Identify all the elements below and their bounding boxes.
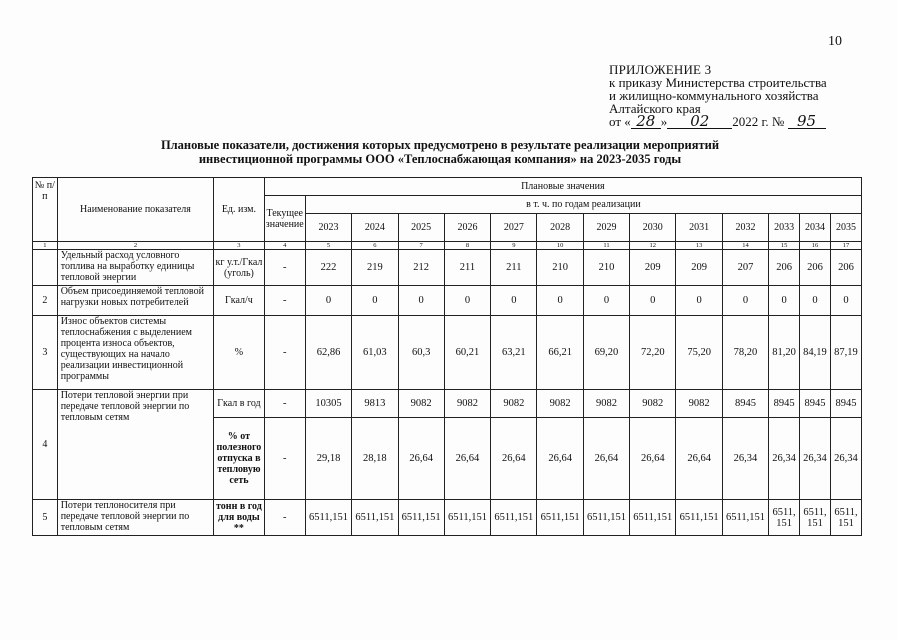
value-cell: 26,34 [722,418,768,500]
value-cell: 9082 [444,390,490,418]
value-cell: 66,21 [537,316,583,390]
value-cell: 61,03 [352,316,398,390]
value-cell: 0 [305,286,351,316]
column-number: 9 [491,242,537,250]
current-value-cell: - [264,390,305,418]
indicator-name: Удельный расход условного топлива на выработку единицы тепловой энергии [57,250,214,286]
value-cell: 9082 [583,390,629,418]
header-year: 2024 [352,214,398,242]
header-year: 2033 [769,214,800,242]
header-year: 2027 [491,214,537,242]
value-cell: 210 [583,250,629,286]
value-cell: 26,64 [676,418,722,500]
date-sep: » [660,114,668,129]
indicator-name: Объем присоединяемой тепловой нагрузки новых потребителей [57,286,214,316]
value-cell: 78,20 [722,316,768,390]
header-year: 2030 [630,214,676,242]
value-cell: 26,64 [630,418,676,500]
column-number: 16 [800,242,831,250]
current-value-cell: - [264,316,305,390]
column-number: 10 [537,242,583,250]
header-year: 2032 [722,214,768,242]
row-number: 5 [33,500,58,536]
value-cell: 0 [676,286,722,316]
header-year: 2028 [537,214,583,242]
table-row [33,250,862,286]
header-year: 2035 [830,214,861,242]
value-cell: 212 [398,250,444,286]
value-cell: 206 [769,250,800,286]
unit-cell: кг у.т./Гкал (уголь) [214,250,264,286]
value-cell: 6511,151 [676,500,722,536]
value-cell: 29,18 [305,418,351,500]
value-cell: 63,21 [491,316,537,390]
value-cell: 0 [491,286,537,316]
column-number: 13 [676,242,722,250]
value-cell: 0 [630,286,676,316]
value-cell: 0 [583,286,629,316]
header-year: 2034 [800,214,831,242]
column-number: 2 [57,242,214,250]
value-cell: 26,64 [537,418,583,500]
header-year: 2023 [305,214,351,242]
appendix-date-line [609,112,827,130]
unit-cell: % от полезного отпуска в тепловую сеть [214,418,264,500]
date-day: 28 [631,115,661,129]
appendix-line-2: к приказу Министерства строительства [609,75,827,90]
header-year: 2026 [444,214,490,242]
value-cell: 0 [398,286,444,316]
document-title [115,139,765,166]
value-cell: 75,20 [676,316,722,390]
column-number: 3 [214,242,264,250]
value-cell: 6511,151 [583,500,629,536]
value-cell: 206 [830,250,861,286]
header-num: № п/п [33,178,58,242]
column-number: 5 [305,242,351,250]
header-year: 2031 [676,214,722,242]
value-cell: 6511,151 [398,500,444,536]
column-number: 1 [33,242,58,250]
current-value-cell: - [264,418,305,500]
table-row [33,390,862,418]
table-row [33,286,862,316]
value-cell: 0 [537,286,583,316]
appendix-title: ПРИЛОЖЕНИЕ 3 [609,62,712,77]
value-cell: 9082 [630,390,676,418]
page-number: 10 [828,34,842,49]
unit-cell: тонн в год для воды ** [214,500,264,536]
value-cell: 8945 [800,390,831,418]
header-year: 2025 [398,214,444,242]
date-year: 2022 г. № [732,114,785,129]
value-cell: 87,19 [830,316,861,390]
value-cell: 206 [800,250,831,286]
table-row [33,316,862,390]
value-cell: 0 [800,286,831,316]
column-number: 4 [264,242,305,250]
column-number: 14 [722,242,768,250]
value-cell: 6511,151 [352,500,398,536]
title-line-1: Плановые показатели, достижения которых предусмотрено в результате реализации мероприятий [160,138,720,152]
value-cell: 222 [305,250,351,286]
value-cell: 9813 [352,390,398,418]
value-cell: 211 [444,250,490,286]
value-cell: 6511, 151 [769,500,800,536]
header-current: Текущее значение [264,196,305,242]
value-cell: 8945 [722,390,768,418]
value-cell: 60,21 [444,316,490,390]
unit-cell: Гкал/ч [214,286,264,316]
current-value-cell: - [264,500,305,536]
column-number: 6 [352,242,398,250]
table-row [33,500,862,536]
value-cell: 0 [352,286,398,316]
value-cell: 28,18 [352,418,398,500]
value-cell: 6511, 151 [800,500,831,536]
value-cell: 0 [722,286,768,316]
value-cell: 9082 [398,390,444,418]
value-cell: 9082 [676,390,722,418]
row-number: 2 [33,286,58,316]
current-value-cell: - [264,250,305,286]
indicator-name: Потери теплоносителя при передаче тепловой энергии по тепловым сетям [57,500,214,536]
value-cell: 62,86 [305,316,351,390]
appendix-line-4: Алтайского края [609,101,701,116]
appendix-line-3: и жилищно-коммунального хозяйства [609,88,819,103]
indicator-name: Износ объектов системы теплоснабжения с выделением процента износа объектов, существующих на начало реализации инвестиционной программы [57,316,214,390]
value-cell: 8945 [769,390,800,418]
column-number: 8 [444,242,490,250]
value-cell: 6511,151 [722,500,768,536]
column-number: 15 [769,242,800,250]
value-cell: 0 [444,286,490,316]
value-cell: 209 [630,250,676,286]
value-cell: 60,3 [398,316,444,390]
value-cell: 81,20 [769,316,800,390]
value-cell: 209 [676,250,722,286]
unit-cell: % [214,316,264,390]
value-cell: 6511,151 [630,500,676,536]
column-number: 7 [398,242,444,250]
row-number: 4 [33,390,58,500]
column-number: 17 [830,242,861,250]
value-cell: 9082 [491,390,537,418]
current-value-cell: - [264,286,305,316]
value-cell: 207 [722,250,768,286]
header-name: Наименование показателя [57,178,214,242]
value-cell: 26,64 [398,418,444,500]
value-cell: 219 [352,250,398,286]
header-year: 2029 [583,214,629,242]
value-cell: 26,64 [583,418,629,500]
value-cell: 84,19 [800,316,831,390]
header-planned: Плановые значения [264,178,861,196]
value-cell: 26,34 [830,418,861,500]
value-cell: 6511, 151 [830,500,861,536]
date-month: 02 [667,115,732,129]
order-number: 95 [788,115,826,129]
value-cell: 6511,151 [305,500,351,536]
value-cell: 0 [830,286,861,316]
value-cell: 6511,151 [444,500,490,536]
value-cell: 210 [537,250,583,286]
indicator-name: Потери тепловой энергии при передаче тепловой энергии по тепловым сетям [57,390,214,500]
value-cell: 8945 [830,390,861,418]
column-number: 11 [583,242,629,250]
value-cell: 69,20 [583,316,629,390]
value-cell: 26,34 [800,418,831,500]
row-number: 3 [33,316,58,390]
header-by-years: в т. ч. по годам реализации [305,196,861,214]
value-cell: 26,64 [491,418,537,500]
value-cell: 72,20 [630,316,676,390]
value-cell: 0 [769,286,800,316]
header-unit: Ед. изм. [214,178,264,242]
value-cell: 26,34 [769,418,800,500]
value-cell: 211 [491,250,537,286]
column-number: 12 [630,242,676,250]
unit-cell: Гкал в год [214,390,264,418]
value-cell: 10305 [305,390,351,418]
value-cell: 6511,151 [537,500,583,536]
appendix-header [609,63,827,129]
value-cell: 9082 [537,390,583,418]
row-number [33,250,58,286]
title-line-2: инвестиционной программы ООО «Теплоснабжающая компания» на 2023-2035 годы [198,151,682,166]
date-prefix: от « [609,114,631,129]
value-cell: 26,64 [444,418,490,500]
indicators-table [32,177,862,536]
value-cell: 6511,151 [491,500,537,536]
